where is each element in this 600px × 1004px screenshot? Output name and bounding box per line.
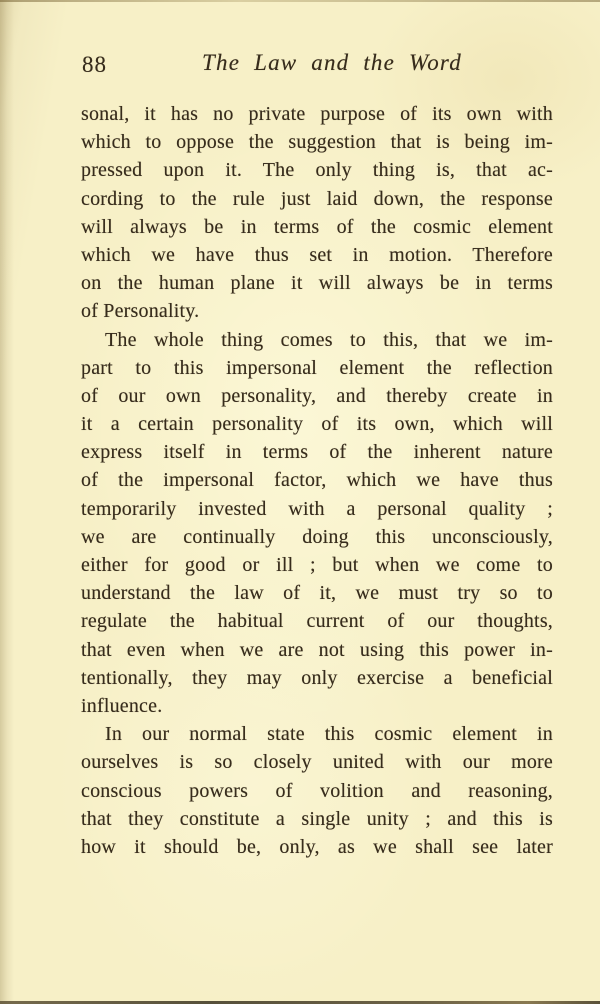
text-line: temporarily invested with a personal quality ; <box>81 497 553 520</box>
text-line: which to oppose the suggestion that is being im- <box>81 131 553 154</box>
text-line: of our own personality, and thereby create in <box>81 384 553 407</box>
text-line: In our normal state this cosmic element in <box>105 723 553 746</box>
text-line: we are continually doing this unconsciously, <box>81 525 553 548</box>
text-line: that even when we are not using this power in- <box>81 638 553 661</box>
text-line: which we have thus set in motion. Therefore <box>81 243 553 266</box>
text-line: that they constitute a single unity ; and this is <box>81 807 553 830</box>
text-line: sonal, it has no private purpose of its own with <box>81 103 553 125</box>
text-line: of the impersonal factor, which we have thus <box>81 469 553 492</box>
text-line: understand the law of it, we must try so to <box>81 582 553 605</box>
text-line: ourselves is so closely united with our more <box>81 751 553 774</box>
text-line: tentionally, they may only exercise a beneficial <box>81 666 553 689</box>
page-number: 88 <box>82 52 107 77</box>
text-line: influence. <box>81 694 163 717</box>
text-line: part to this impersonal element the reflection <box>81 356 553 379</box>
text-line: how it should be, only, as we shall see later <box>81 835 553 858</box>
text-line: conscious powers of volition and reasoning, <box>81 779 553 802</box>
scan-edge-left <box>0 0 14 1004</box>
text-line: either for good or ill ; but when we come to <box>81 554 553 576</box>
text-line: of Personality. <box>81 300 200 323</box>
running-title: The Law and the Word <box>202 50 462 75</box>
text-line: cording to the rule just laid down, the response <box>81 187 553 210</box>
text-line: pressed upon it. The only thing is, that ac- <box>81 159 553 182</box>
text-line: on the human plane it will always be in terms <box>81 272 553 295</box>
text-line: regulate the habitual current of our thoughts, <box>81 610 553 633</box>
text-line: express itself in terms of the inherent nature <box>81 441 553 464</box>
text-line: The whole thing comes to this, that we im- <box>105 328 553 351</box>
page-body <box>81 100 553 861</box>
text-line: will always be in terms of the cosmic element <box>81 215 553 238</box>
text-line: it a certain personality of its own, which will <box>81 413 553 436</box>
running-header <box>81 50 553 82</box>
scan-edge-top <box>0 0 600 2</box>
